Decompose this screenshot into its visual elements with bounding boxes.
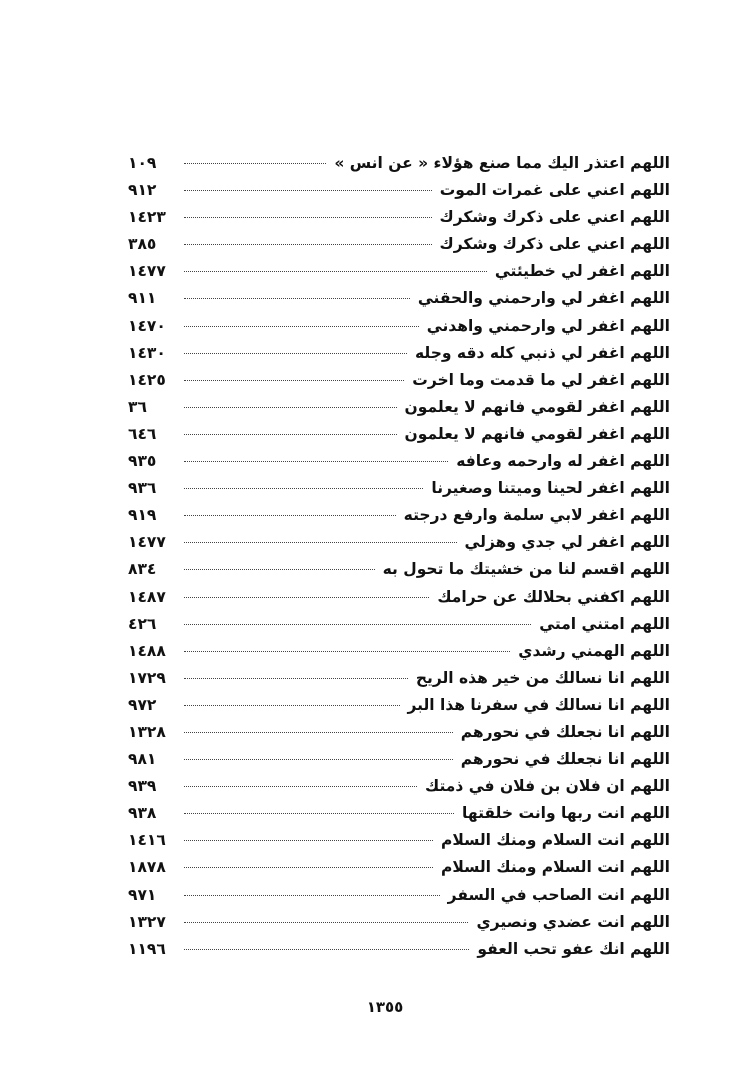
entry-text: اللهم اغفر لحينا وميتنا وصغيرنا [431, 479, 670, 498]
entry-text: اللهم اغفر له وارحمه وعافه [456, 452, 670, 471]
entry-page-number: ١٤٢٥ [128, 370, 166, 389]
entry-page-number: ١٤٨٧ [128, 587, 166, 606]
dot-leader [184, 434, 397, 435]
index-entry [128, 150, 670, 177]
index-entry [128, 231, 670, 258]
dot-leader [184, 515, 396, 516]
index-entry [128, 313, 670, 340]
entry-page-number: ٤٢٦ [128, 614, 157, 633]
index-entry [128, 692, 670, 719]
entry-text: اللهم انا نجعلك في نحورهم [460, 750, 670, 769]
entry-text: اللهم انت ربها وانت خلقتها [462, 804, 670, 823]
dot-leader [184, 597, 429, 598]
entry-page-number: ١٣٢٧ [128, 912, 166, 931]
index-entry [128, 421, 670, 448]
entry-text: اللهم اعتذر اليك مما صنع هؤلاء « عن انس » [334, 154, 670, 172]
entry-page-number: ٩٨١ [128, 750, 157, 769]
index-entry [128, 394, 670, 421]
dot-leader [184, 922, 468, 923]
dot-leader [184, 786, 417, 787]
dot-leader [184, 488, 423, 489]
index-entry [128, 882, 670, 909]
dot-leader [184, 298, 410, 299]
dot-leader [184, 190, 432, 191]
dot-leader [184, 542, 457, 543]
entry-page-number: ٦٤٦ [128, 424, 157, 443]
index-entry [128, 448, 670, 475]
entry-text: اللهم اكفني بحلالك عن حرامك [437, 587, 670, 606]
dot-leader [184, 163, 326, 164]
entry-page-number: ٩١٩ [128, 506, 157, 525]
index-entry [128, 909, 670, 936]
index-entry [128, 746, 670, 773]
entry-page-number: ٩١١ [128, 289, 157, 308]
dot-leader [184, 895, 440, 896]
entry-page-number: ٣٨٥ [128, 235, 157, 254]
dot-leader [184, 353, 407, 354]
dot-leader [184, 407, 397, 408]
dot-leader [184, 244, 432, 245]
dot-leader [184, 326, 419, 327]
entry-text: اللهم انت السلام ومنك السلام [440, 858, 670, 877]
entry-page-number: ٩٧٢ [128, 695, 157, 714]
entry-text: اللهم امتني امتي [539, 614, 670, 633]
entry-text: اللهم اعني على ذكرك وشكرك [439, 235, 670, 254]
entry-page-number: ١١٩٦ [128, 939, 166, 958]
entry-text: اللهم اغفر لقومي فانهم لا يعلمون [404, 424, 670, 443]
dot-leader [184, 759, 453, 760]
entry-text: اللهم اعني على غمرات الموت [439, 181, 670, 200]
entry-page-number: ٩٣٥ [128, 452, 157, 471]
dot-leader [184, 380, 404, 381]
entry-page-number: ٩٣٩ [128, 777, 157, 796]
index-entry [128, 204, 670, 231]
dot-leader [184, 678, 408, 679]
dot-leader [184, 271, 487, 272]
index-entry [128, 177, 670, 204]
index-entry [128, 800, 670, 827]
entry-text: اللهم اغفر لي وارحمني واهدني [426, 316, 670, 335]
entry-page-number: ٩٧١ [128, 885, 157, 904]
entry-text: اللهم ان فلان بن فلان في ذمتك [425, 777, 670, 796]
index-entry [128, 936, 670, 963]
entry-page-number: ٩٣٨ [128, 804, 157, 823]
entry-page-number: ٨٣٤ [128, 560, 157, 579]
entry-text: اللهم انت السلام ومنك السلام [440, 831, 670, 850]
entry-page-number: ١٤٢٣ [128, 208, 166, 227]
entry-text: اللهم اغفر لي وارحمني والحقني [417, 289, 670, 308]
entry-page-number: ١٤٧٧ [128, 262, 166, 281]
index-entry [128, 367, 670, 394]
dot-leader [184, 651, 510, 652]
entry-page-number: ١٤٨٨ [128, 641, 166, 660]
index-entry [128, 827, 670, 854]
entry-text: اللهم انا نسالك في سفرنا هذا البر [407, 695, 670, 714]
index-entry [128, 258, 670, 285]
page-number: ١٣٥٥ [366, 998, 404, 1016]
index-entry [128, 773, 670, 800]
entry-text: اللهم اغفر لقومي فانهم لا يعلمون [404, 397, 670, 416]
index-entry [128, 611, 670, 638]
index-entry [128, 638, 670, 665]
entry-text: اللهم انت عضدي ونصيري [476, 912, 670, 931]
entry-text: اللهم اغفر لي ما قدمت وما اخرت [412, 370, 670, 389]
entry-page-number: ١٨٧٨ [128, 858, 166, 877]
entry-page-number: ١٤١٦ [128, 831, 166, 850]
dot-leader [184, 705, 400, 706]
index-entry [128, 502, 670, 529]
entry-text: اللهم اغفر لي خطيئتي [494, 262, 670, 281]
entry-page-number: ١٤٧٠ [128, 316, 166, 335]
entry-page-number: ٩٣٦ [128, 479, 157, 498]
dot-leader [184, 840, 433, 841]
entry-text: اللهم الهمني رشدي [518, 641, 670, 660]
dot-leader [184, 813, 454, 814]
entry-text: اللهم اغفر لي ذنبي كله دقه وجله [415, 343, 670, 362]
entry-text: اللهم اغفر لابي سلمة وارفع درجته [403, 506, 670, 525]
entry-text: اللهم انت الصاحب في السفر [447, 885, 670, 904]
dot-leader [184, 569, 375, 570]
index-entry [128, 665, 670, 692]
index-entry [128, 340, 670, 367]
index-entry [128, 854, 670, 881]
index-entry [128, 719, 670, 746]
entry-text: اللهم اغفر لي جدي وهزلي [464, 533, 670, 552]
dot-leader [184, 867, 433, 868]
dot-leader [184, 217, 432, 218]
entry-text: اللهم انا نسالك من خير هذه الريح [415, 668, 670, 687]
index-entry [128, 285, 670, 312]
entry-page-number: ٩١٢ [128, 181, 157, 200]
index-list [128, 150, 670, 963]
index-entry [128, 584, 670, 611]
entry-page-number: ٣٦ [128, 397, 147, 416]
entry-page-number: ١٣٢٨ [128, 722, 166, 741]
entry-page-number: ١٤٧٧ [128, 533, 166, 552]
dot-leader [184, 461, 448, 462]
entry-text: اللهم انك عفو تحب العفو [477, 939, 670, 958]
dot-leader [184, 624, 531, 625]
dot-leader [184, 732, 453, 733]
entry-text: اللهم اعني على ذكرك وشكرك [439, 208, 670, 227]
entry-page-number: ١٤٣٠ [128, 343, 166, 362]
entry-page-number: ١٧٢٩ [128, 668, 166, 687]
index-entry [128, 475, 670, 502]
entry-text: اللهم اقسم لنا من خشيتك ما تحول به [382, 560, 670, 579]
entry-page-number: ١٠٩ [128, 154, 157, 172]
index-entry [128, 556, 670, 583]
dot-leader [184, 949, 469, 950]
entry-text: اللهم انا نجعلك في نحورهم [460, 722, 670, 741]
index-entry [128, 529, 670, 556]
